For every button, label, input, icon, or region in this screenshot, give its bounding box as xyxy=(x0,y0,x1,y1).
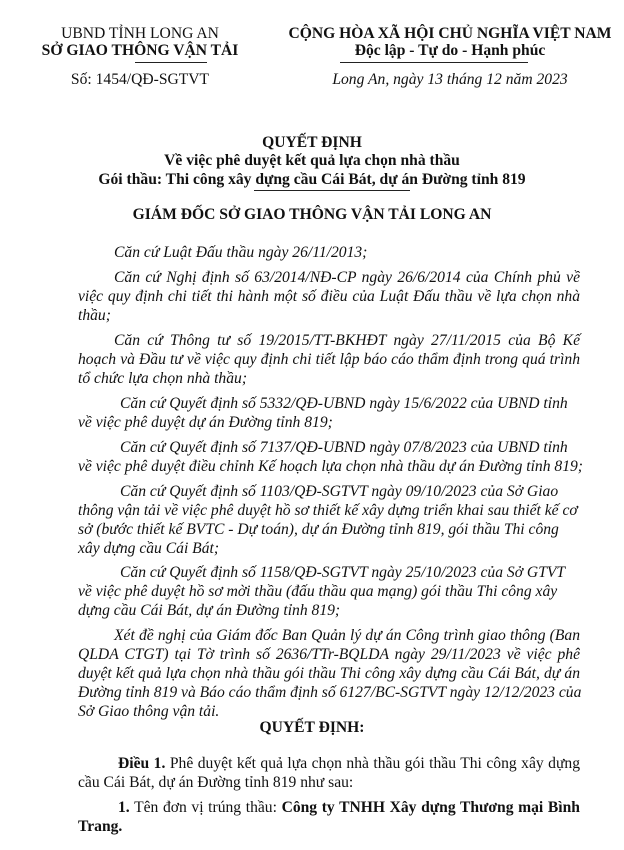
issuer-title: GIÁM ĐỐC SỞ GIAO THÔNG VẬN TẢI LONG AN xyxy=(132,206,492,223)
winning-contractor-cont: Trang. xyxy=(78,818,123,835)
national-title: CỘNG HÒA XÃ HỘI CHỦ NGHĨA VIỆT NAM xyxy=(288,25,612,42)
decision-heading: QUYẾT ĐỊNH: xyxy=(259,719,365,736)
basis-2-line-3: thầu; xyxy=(78,307,111,324)
basis-7-line-3: dựng cầu Cái Bát, dự án Đường tỉnh 819; xyxy=(78,602,341,619)
basis-8-line-3: duyệt kết quả lựa chọn nhà thầu gói thầu Thi công xây dựng cầu Cái Bát, dự án xyxy=(78,665,580,682)
basis-8-line-4: Đường tỉnh 819 và Báo cáo thẩm định số 6127/BC-SGTVT ngày 12/12/2023 của xyxy=(78,684,582,701)
basis-5-line-1: Căn cứ Quyết định số 7137/QĐ-UBND ngày 07/8/2023 của UBND tỉnh xyxy=(120,439,568,456)
winning-contractor: Công ty TNHH Xây dựng Thương mại Bình xyxy=(281,799,580,816)
item-1-text: Tên đơn vị trúng thầu: xyxy=(134,799,277,816)
basis-8-line-1: Xét đề nghị của Giám đốc Ban Quản lý dự án Công trình giao thông (Ban xyxy=(114,627,580,644)
basis-7-line-1: Căn cứ Quyết định số 1158/QĐ-SGTVT ngày 25/10/2023 của Sở GTVT xyxy=(120,564,566,581)
basis-6-line-3: sở (bước thiết kế BVTC - Dự toán), dự án Đường tỉnh 819, gói thầu Thi công xyxy=(78,521,559,538)
article-1-text: Phê duyệt kết quả lựa chọn nhà thầu gói thầu Thi công xây dựng xyxy=(169,755,581,772)
item-1-line-1 xyxy=(118,799,580,817)
basis-3-line-2: hoạch và Đầu tư về việc quy định chi tiết lập báo cáo thẩm định trong quá trình xyxy=(78,351,580,368)
basis-5-line-2: về việc phê duyệt điều chỉnh Kế hoạch lựa chọn nhà thầu dự án Đường tỉnh 819; xyxy=(78,458,583,475)
basis-4-line-2: về việc phê duyệt dự án Đường tỉnh 819; xyxy=(78,414,333,431)
place-date: Long An, ngày 13 tháng 12 năm 2023 xyxy=(332,71,568,88)
basis-3-line-1: Căn cứ Thông tư số 19/2015/TT-BKHĐT ngày 27/11/2015 của Bộ Kế xyxy=(114,332,580,349)
basis-6-line-1: Căn cứ Quyết định số 1103/QĐ-SGTVT ngày 09/10/2023 của Sở Giao xyxy=(120,483,559,500)
basis-3-line-3: tổ chức lựa chọn nhà thầu; xyxy=(78,370,248,387)
title-rule xyxy=(254,190,410,191)
basis-6-line-4: xây dựng cầu Cái Bát; xyxy=(78,540,220,557)
basis-8-line-5: Sở Giao thông vận tải. xyxy=(78,703,220,720)
decision-subject: Về việc phê duyệt kết quả lựa chọn nhà thầu xyxy=(164,152,460,169)
header-left-rule xyxy=(135,62,207,63)
issuing-department: SỞ GIAO THÔNG VẬN TẢI xyxy=(41,42,239,59)
article-1-line-1 xyxy=(118,755,580,773)
basis-7-line-2: về việc phê duyệt hồ sơ mời thầu (đấu thầu qua mạng) gói thầu Thi công xây xyxy=(78,583,558,600)
decision-title: QUYẾT ĐỊNH xyxy=(262,134,362,151)
document-number: Số: 1454/QĐ-SGTVT xyxy=(70,71,210,88)
header-right-rule xyxy=(340,62,528,63)
basis-2-line-1: Căn cứ Nghị định số 63/2014/NĐ-CP ngày 26/6/2014 của Chính phủ về xyxy=(114,269,580,286)
item-1-label: 1. xyxy=(118,799,130,816)
issuing-authority: UBND TỈNH LONG AN xyxy=(61,25,219,42)
article-1-label: Điều 1. xyxy=(118,755,166,772)
national-motto: Độc lập - Tự do - Hạnh phúc xyxy=(354,42,546,59)
basis-6-line-2: thông vận tải về việc phê duyệt hồ sơ thiết kế xây dựng triển khai sau thiết kế cơ xyxy=(78,502,578,519)
basis-2-line-2: việc quy định chi tiết thi hành một số điều của Luật Đấu thầu về lựa chọn nhà xyxy=(78,288,580,305)
bid-package: Gói thầu: Thi công xây dựng cầu Cái Bát, dự án Đường tỉnh 819 xyxy=(98,171,526,188)
basis-4-line-1: Căn cứ Quyết định số 5332/QĐ-UBND ngày 15/6/2022 của UBND tỉnh xyxy=(120,395,568,412)
article-1-line-2: cầu Cái Bát, dự án Đường tỉnh 819 như sau: xyxy=(78,774,354,791)
basis-1-line-1: Căn cứ Luật Đấu thầu ngày 26/11/2013; xyxy=(114,244,368,261)
basis-8-line-2: QLDA CTGT) tại Tờ trình số 2636/TTr-BQLDA ngày 29/11/2023 về việc phê xyxy=(78,646,580,663)
